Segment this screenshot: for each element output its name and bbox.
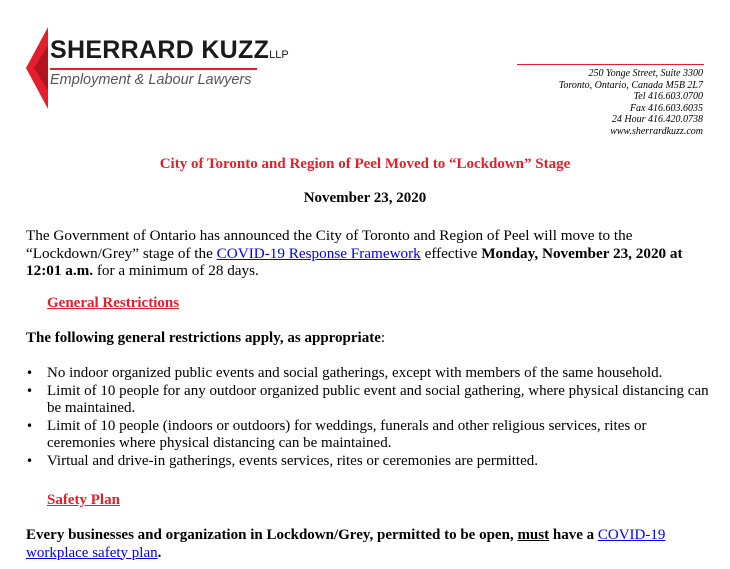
address-line: Fax 416.603.6035 bbox=[629, 102, 703, 114]
safety-plan-heading: Safety Plan bbox=[47, 492, 120, 508]
address-line: 24 Hour 416.420.0738 bbox=[611, 114, 703, 126]
brand-tagline: Employment & Labour Lawyers bbox=[50, 72, 252, 88]
address-line: Tel 416.603.0700 bbox=[633, 91, 703, 103]
address-divider bbox=[517, 64, 704, 65]
restrictions-intro: The following general restrictions apply, as appropriate: bbox=[26, 330, 386, 346]
logo-chevron-icon bbox=[24, 27, 48, 109]
list-item: • Virtual and drive-in gatherings, events services, rites or ceremonies are permitted. bbox=[26, 453, 710, 471]
brand-name: SHERRARD KUZZLLP bbox=[50, 36, 289, 64]
brand-divider bbox=[50, 68, 257, 70]
covid-framework-link[interactable]: COVID-19 Response Framework bbox=[216, 244, 421, 262]
general-restrictions-heading: General Restrictions bbox=[47, 295, 180, 311]
document-title: City of Toronto and Region of Peel Moved to “Lockdown” Stage bbox=[159, 156, 571, 172]
firm-address bbox=[559, 68, 703, 138]
address-line: Toronto, Ontario, Canada M5B 2L7 bbox=[558, 79, 703, 91]
brand-suffix: LLP bbox=[269, 49, 289, 61]
list-item: • Limit of 10 people (indoors or outdoors) for weddings, funerals and other religious services, rites or ceremonies where physical distancing can be maintained. bbox=[26, 418, 710, 453]
document-date: November 23, 2020 bbox=[303, 190, 427, 206]
safety-plan-link[interactable]: COVID-19 workplace safety plan bbox=[26, 527, 666, 561]
address-line: 250 Yonge Street, Suite 3300 bbox=[588, 68, 703, 79]
intro-paragraph: The Government of Ontario has announced the City of Toronto and Region of Peel will move to the “Lockdown/Grey” stage of the COVID-19 Response Framework effective Monday, November 23, 2020 at 12:01 a.m. for a minimum of 28 days. bbox=[26, 227, 683, 279]
list-item: • No indoor organized public events and social gatherings, except with members of the same household. bbox=[26, 365, 710, 383]
restrictions-list bbox=[26, 365, 710, 470]
safety-plan-paragraph: Every businesses and organization in Lockdown/Grey, permitted to be open, must have a COVID-19 workplace safety plan. bbox=[26, 527, 666, 561]
address-line: www.sherrardkuzz.com bbox=[610, 125, 703, 137]
list-item: • Limit of 10 people for any outdoor organized public event and social gathering, where physical distancing can be maintained. bbox=[26, 383, 710, 418]
